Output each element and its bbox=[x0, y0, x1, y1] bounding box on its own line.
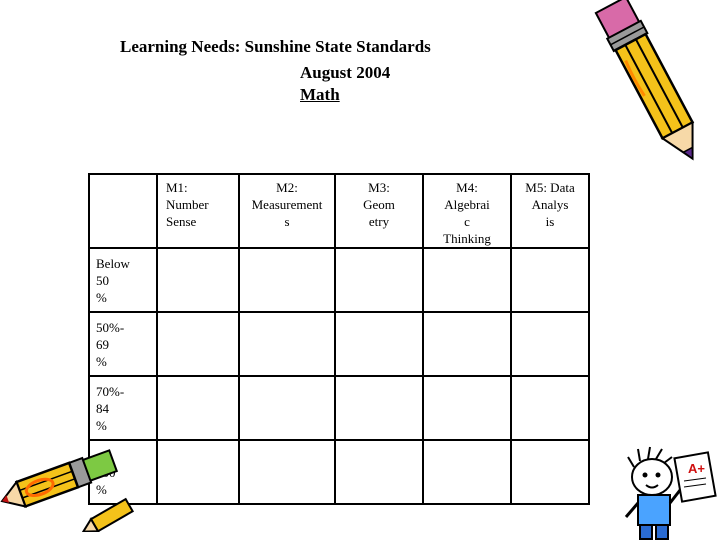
table-row bbox=[89, 248, 589, 312]
header-m4 bbox=[423, 174, 511, 248]
header-label: M4: Algebrai c Thinking bbox=[443, 180, 491, 246]
row-label-cell bbox=[89, 312, 157, 376]
pencil-icon bbox=[0, 432, 150, 532]
table-cell bbox=[157, 312, 239, 376]
learning-needs-table bbox=[88, 173, 590, 505]
table-cell bbox=[157, 376, 239, 440]
header-label: M1: Number Sense bbox=[166, 180, 209, 229]
page-title: Learning Needs: Sunshine State Standards bbox=[120, 37, 431, 56]
table-cell bbox=[423, 440, 511, 504]
table-cell bbox=[423, 376, 511, 440]
pencil-icon bbox=[590, 0, 720, 175]
table-row bbox=[89, 376, 589, 440]
header-label: M3: Geom etry bbox=[363, 180, 395, 229]
table-cell bbox=[239, 312, 335, 376]
table-cell bbox=[511, 248, 589, 312]
student-with-test-icon bbox=[612, 445, 720, 540]
header-label: M5: Data Analys is bbox=[525, 180, 575, 229]
table-cell bbox=[335, 248, 423, 312]
table-header-row bbox=[89, 174, 589, 248]
page-subtitle-subject: Math bbox=[300, 85, 340, 104]
header-m3 bbox=[335, 174, 423, 248]
corner-cell bbox=[89, 174, 157, 248]
header-label: M2: Measurement s bbox=[251, 180, 323, 229]
table-cell bbox=[239, 440, 335, 504]
row-label: 70%- 84 % bbox=[96, 384, 125, 433]
table-cell bbox=[423, 312, 511, 376]
table-cell bbox=[423, 248, 511, 312]
row-label: Below 50 % bbox=[96, 256, 130, 305]
table-cell bbox=[511, 376, 589, 440]
grade-mark: A+ bbox=[688, 461, 705, 476]
table-cell bbox=[239, 248, 335, 312]
table-cell bbox=[335, 376, 423, 440]
page-subtitle-date: August 2004 bbox=[300, 63, 391, 82]
row-label: 50%- 69 % bbox=[96, 320, 125, 369]
row-label-cell bbox=[89, 248, 157, 312]
table-cell bbox=[511, 312, 589, 376]
table-cell bbox=[157, 248, 239, 312]
table-cell bbox=[157, 440, 239, 504]
header-m2 bbox=[239, 174, 335, 248]
header-m1 bbox=[157, 174, 239, 248]
table-cell bbox=[239, 376, 335, 440]
table-cell bbox=[335, 312, 423, 376]
table-row bbox=[89, 312, 589, 376]
row-label: % bbox=[96, 482, 107, 497]
row-label-cell bbox=[89, 376, 157, 440]
table-row bbox=[89, 440, 589, 504]
header-m5 bbox=[511, 174, 589, 248]
table-cell bbox=[511, 440, 589, 504]
table-cell bbox=[335, 440, 423, 504]
